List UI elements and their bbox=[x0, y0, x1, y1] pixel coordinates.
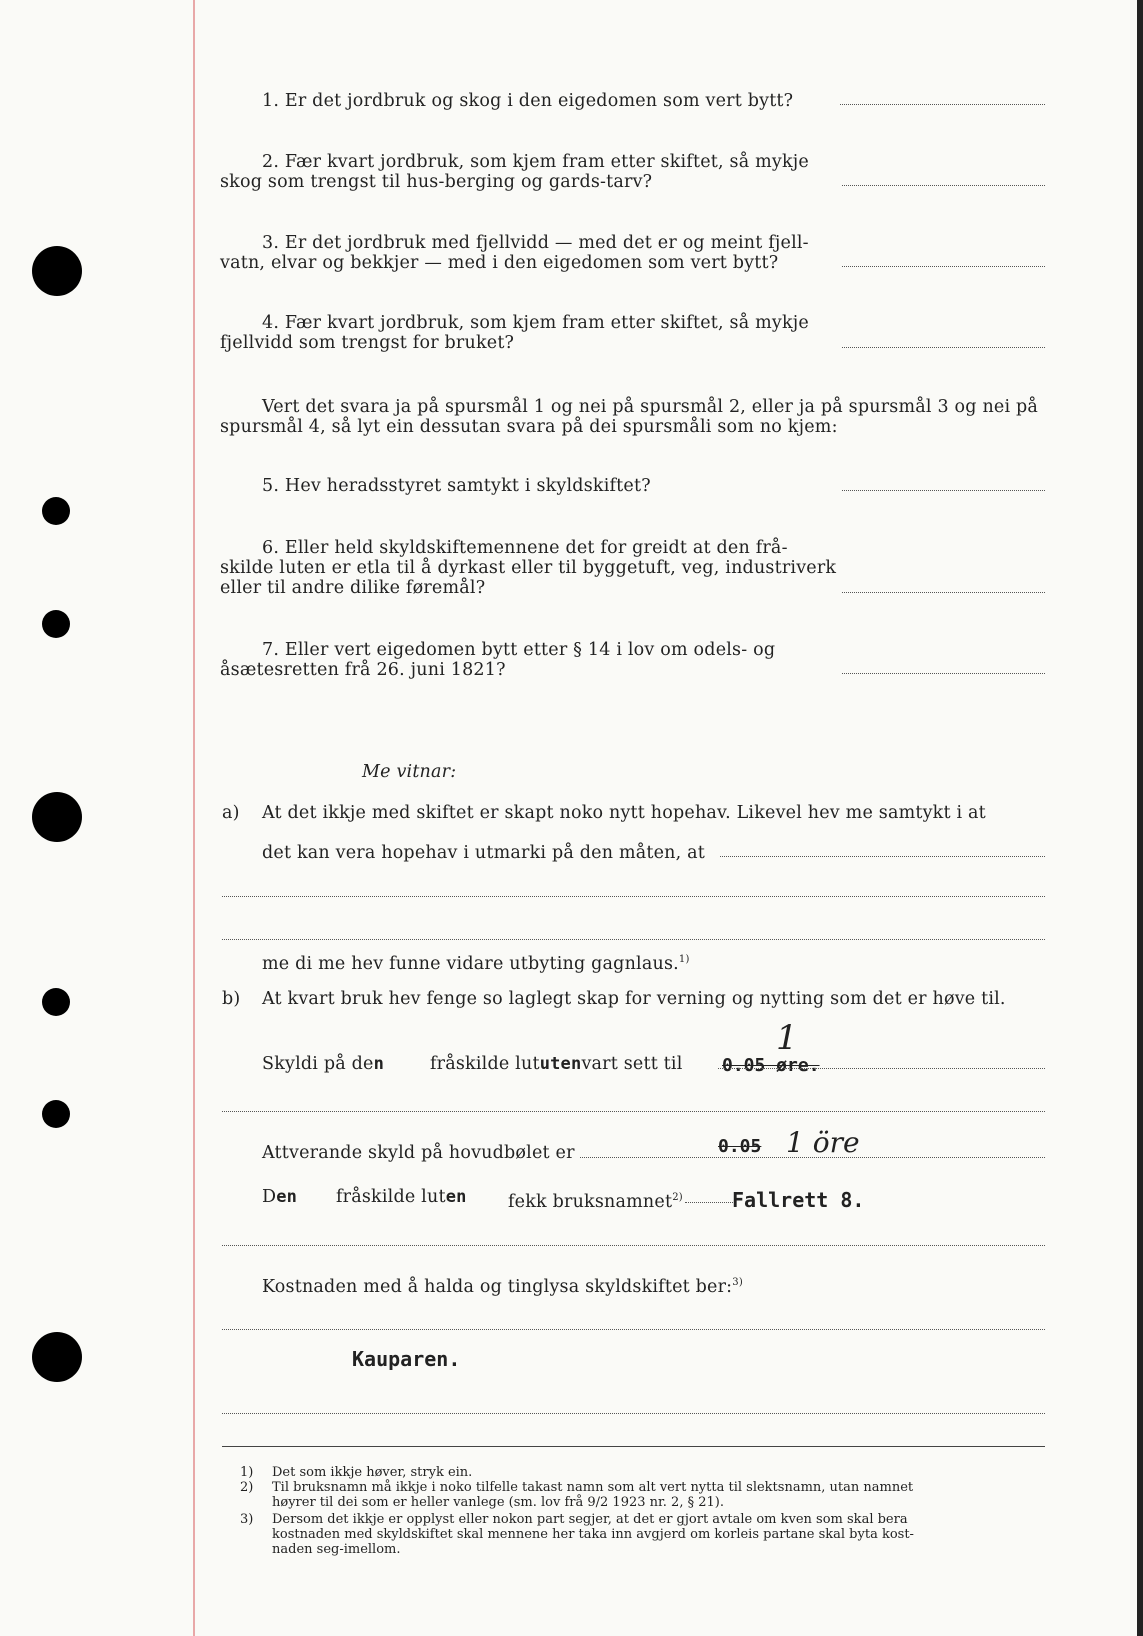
punch-hole bbox=[42, 988, 70, 1016]
answer-line-1[interactable] bbox=[840, 104, 1045, 105]
question-6-line-1: 6. Eller held skyldskiftemennene det for greidt at den frå- bbox=[262, 538, 788, 558]
answer-line-2[interactable] bbox=[842, 185, 1045, 186]
den-label-b: fråskilde lut bbox=[336, 1187, 446, 1207]
witness-b-line-1: At kvart bruk hev fenge so laglegt skap for verning og nytting som det er høve til. bbox=[262, 989, 1006, 1009]
witness-a-line-3-text: me di me hev funne vidare utbyting gagnlaus. bbox=[262, 953, 679, 974]
skyld-typed-uten: uten bbox=[539, 1054, 582, 1074]
footnote-2-line-2: høyrer til dei som er heller vanlege (sm. lov frå 9/2 1923 nr. 2, § 21). bbox=[272, 1495, 724, 1510]
question-2-line-2: skog som trengst til hus-berging og gards-tarv? bbox=[220, 172, 653, 192]
skyld-fill-2[interactable] bbox=[222, 1111, 1045, 1112]
kost-value: Kauparen. bbox=[352, 1347, 461, 1371]
intro-line-1: Vert det svara ja på spursmål 1 og nei på spursmål 2, eller ja på spursmål 3 og nei på bbox=[262, 397, 1039, 417]
question-6-line-3: eller til andre dilike føremål? bbox=[220, 578, 486, 598]
footnote-2-mark: 2) bbox=[240, 1480, 254, 1495]
punch-hole bbox=[42, 1100, 70, 1128]
question-2-line-1: 2. Fær kvart jordbruk, som kjem fram etter skiftet, så mykje bbox=[262, 152, 809, 172]
attv-handwritten-value: 1 öre bbox=[786, 1126, 860, 1159]
kost-fill-1[interactable] bbox=[222, 1329, 1045, 1330]
question-4-line-1: 4. Fær kvart jordbruk, som kjem fram etter skiftet, så mykje bbox=[262, 313, 809, 333]
question-3-line-1: 3. Er det jordbruk med fjellvidd — med det er og meint fjell- bbox=[262, 233, 809, 253]
den-fill[interactable] bbox=[685, 1202, 735, 1203]
answer-line-5[interactable] bbox=[842, 490, 1045, 491]
answer-line-7[interactable] bbox=[842, 673, 1045, 674]
den-fill-2[interactable] bbox=[222, 1245, 1045, 1246]
question-5: 5. Hev heradsstyret samtykt i skyldskiftet? bbox=[262, 476, 651, 496]
answer-line-4[interactable] bbox=[842, 347, 1045, 348]
question-1: 1. Er det jordbruk og skog i den eigedomen som vert bytt? bbox=[262, 91, 794, 111]
witness-a-fill-1[interactable] bbox=[720, 856, 1045, 857]
attv-label: Attverande skyld på hovudbølet er bbox=[262, 1143, 575, 1163]
punch-hole bbox=[32, 246, 82, 296]
footnote-2-line-1: Til bruksnamn må ikkje i noko tilfelle takast namn som alt vert nytta til slektsnamn, utan namnet bbox=[272, 1480, 914, 1495]
punch-hole bbox=[42, 610, 70, 638]
den-label bbox=[262, 1187, 297, 1208]
witness-a-fill-3[interactable] bbox=[222, 939, 1045, 940]
footnote-ref-1: 1) bbox=[678, 954, 690, 965]
punch-hole bbox=[42, 497, 70, 525]
skyld-label-c: vart sett til bbox=[581, 1054, 683, 1074]
witness-a-line-3 bbox=[262, 949, 690, 975]
kost-label-text: Kostnaden med å halda og tinglysa skyldskiftet ber: bbox=[262, 1276, 733, 1297]
question-7-line-1: 7. Eller vert eigedomen bytt etter § 14 i lov om odels- og bbox=[262, 640, 776, 660]
skyld-fill[interactable] bbox=[718, 1068, 1045, 1069]
footnote-3-line-3: naden seg-imellom. bbox=[272, 1542, 401, 1557]
attv-struck-value: 0.05 bbox=[718, 1136, 762, 1157]
question-7-line-2: åsætesretten frå 26. juni 1821? bbox=[220, 660, 506, 680]
margin-rule bbox=[193, 0, 195, 1636]
skyld-label bbox=[262, 1054, 384, 1075]
kost-label bbox=[262, 1272, 743, 1298]
den-typed: en bbox=[276, 1187, 298, 1207]
skyld-typed-n: n bbox=[373, 1054, 385, 1074]
skyld-handwritten-value: 1 bbox=[776, 1018, 798, 1058]
question-3-line-2: vatn, elvar og bekkjer — med i den eigedomen som vert bytt? bbox=[220, 253, 779, 273]
intro-line-2: spursmål 4, så lyt ein dessutan svara på dei spursmåli som no kjem: bbox=[220, 417, 838, 437]
den-label-c: fekk bruksnamnet bbox=[508, 1191, 673, 1212]
punch-hole bbox=[32, 792, 82, 842]
footnote-3-line-2: kostnaden med skyldskiftet skal mennene her taka inn avgjerd om korleis partane skal byta kost- bbox=[272, 1527, 914, 1542]
den-label-b-wrap bbox=[336, 1187, 467, 1208]
footnote-3-line-1: Dersom det ikkje er opplyst eller nokon part segjer, at det er gjort avtale om kven som skal bera bbox=[272, 1512, 908, 1527]
footnote-1-mark: 1) bbox=[240, 1465, 254, 1480]
witness-b-marker: b) bbox=[222, 989, 241, 1009]
witness-a-line-1: At det ikkje med skiftet er skapt noko nytt hopehav. Likevel hev me samtykt i at bbox=[262, 803, 986, 823]
witness-a-line-2: det kan vera hopehav i utmarki på den måten, at bbox=[262, 843, 706, 863]
kost-fill-2[interactable] bbox=[222, 1413, 1045, 1414]
footnote-rule bbox=[222, 1446, 1045, 1447]
page-edge bbox=[1137, 0, 1143, 1636]
skyld-struck-value: 0.05 øre. bbox=[722, 1055, 820, 1076]
question-6-line-2: skilde luten er etla til å dyrkast eller til byggetuft, veg, industriverk bbox=[220, 558, 837, 578]
skyld-label-b-wrap bbox=[430, 1054, 683, 1075]
skyld-label-a: Skyldi på de bbox=[262, 1054, 374, 1074]
punch-hole bbox=[32, 1332, 82, 1382]
witness-a-fill-2[interactable] bbox=[222, 896, 1045, 897]
witness-a-marker: a) bbox=[222, 803, 240, 823]
question-4-line-2: fjellvidd som trengst for bruket? bbox=[220, 333, 515, 353]
footnote-1: Det som ikkje høver, stryk ein. bbox=[272, 1465, 473, 1480]
den-typed-b: en bbox=[445, 1187, 467, 1207]
answer-line-6[interactable] bbox=[842, 592, 1045, 593]
footnote-ref-3: 3) bbox=[732, 1277, 743, 1288]
den-bruksnamn-value: Fallrett 8. bbox=[732, 1188, 865, 1212]
den-label-a: D bbox=[262, 1187, 277, 1207]
den-label-c-wrap bbox=[508, 1187, 683, 1213]
footnote-ref-2: 2) bbox=[672, 1192, 683, 1203]
answer-line-3[interactable] bbox=[842, 266, 1045, 267]
skyld-label-b: fråskilde lut bbox=[430, 1054, 540, 1074]
footnote-3-mark: 3) bbox=[240, 1512, 254, 1527]
witness-heading: Me vitnar: bbox=[362, 762, 457, 782]
